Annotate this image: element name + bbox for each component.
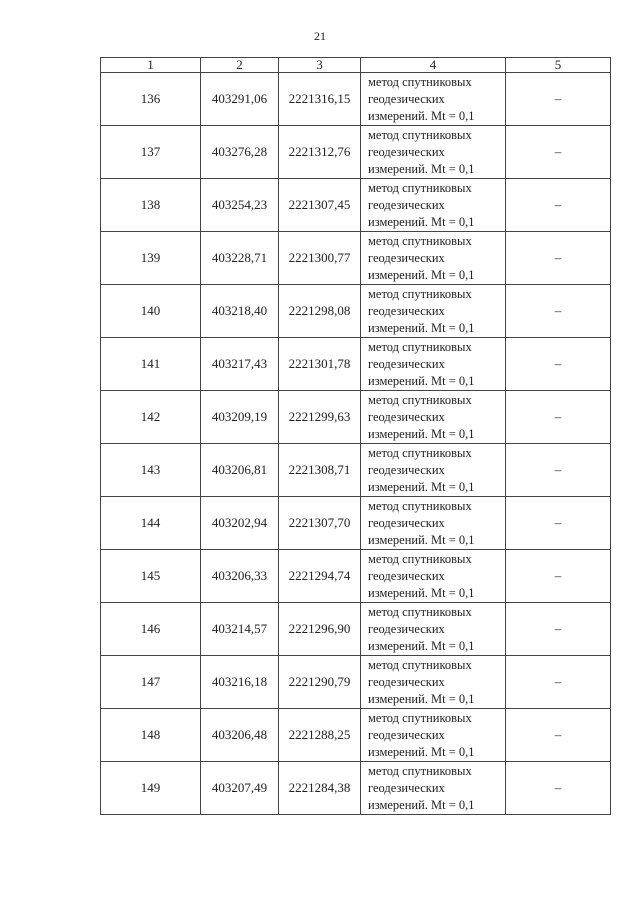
point-number: 136 xyxy=(101,73,201,126)
point-number: 138 xyxy=(101,179,201,232)
method-line: геодезических xyxy=(368,674,445,689)
table-row xyxy=(101,762,611,815)
method-description xyxy=(361,444,506,497)
coordinate-y: 2221288,25 xyxy=(279,709,361,762)
col-5-value: – xyxy=(506,285,611,338)
method-description xyxy=(361,497,506,550)
table-row xyxy=(101,126,611,179)
coordinate-y: 2221307,70 xyxy=(279,497,361,550)
method-line: геодезических xyxy=(368,144,445,159)
coordinate-y: 2221290,79 xyxy=(279,656,361,709)
coordinate-x: 403254,23 xyxy=(201,179,279,232)
table-row xyxy=(101,232,611,285)
point-number: 146 xyxy=(101,603,201,656)
method-line: геодезических xyxy=(368,91,445,106)
point-number: 139 xyxy=(101,232,201,285)
col-5-value: – xyxy=(506,73,611,126)
point-number: 137 xyxy=(101,126,201,179)
method-line: измерений. Mt = 0,1 xyxy=(368,373,475,388)
coordinate-x: 403228,71 xyxy=(201,232,279,285)
coordinates-table xyxy=(100,57,611,815)
point-number: 143 xyxy=(101,444,201,497)
method-description xyxy=(361,550,506,603)
col-5-value: – xyxy=(506,497,611,550)
method-line: геодезических xyxy=(368,568,445,583)
method-line: метод спутниковых xyxy=(368,763,472,778)
point-number: 149 xyxy=(101,762,201,815)
method-line: геодезических xyxy=(368,356,445,371)
method-description xyxy=(361,709,506,762)
table-row xyxy=(101,179,611,232)
table-row xyxy=(101,656,611,709)
method-line: метод спутниковых xyxy=(368,392,472,407)
method-description xyxy=(361,232,506,285)
table-row xyxy=(101,285,611,338)
coordinate-x: 403206,48 xyxy=(201,709,279,762)
table-row xyxy=(101,550,611,603)
method-line: метод спутниковых xyxy=(368,657,472,672)
method-description xyxy=(361,285,506,338)
method-line: геодезических xyxy=(368,303,445,318)
col-5-value: – xyxy=(506,391,611,444)
coordinate-y: 2221312,76 xyxy=(279,126,361,179)
method-line: геодезических xyxy=(368,621,445,636)
coordinate-x: 403214,57 xyxy=(201,603,279,656)
coordinate-x: 403218,40 xyxy=(201,285,279,338)
header-col-1: 1 xyxy=(101,58,201,73)
coordinate-x: 403276,28 xyxy=(201,126,279,179)
method-line: метод спутниковых xyxy=(368,445,472,460)
method-line: геодезических xyxy=(368,250,445,265)
col-5-value: – xyxy=(506,550,611,603)
method-line: метод спутниковых xyxy=(368,498,472,513)
coordinate-y: 2221307,45 xyxy=(279,179,361,232)
method-line: метод спутниковых xyxy=(368,233,472,248)
coordinate-x: 403202,94 xyxy=(201,497,279,550)
point-number: 141 xyxy=(101,338,201,391)
point-number: 145 xyxy=(101,550,201,603)
coordinate-y: 2221294,74 xyxy=(279,550,361,603)
header-col-2: 2 xyxy=(201,58,279,73)
method-line: геодезических xyxy=(368,409,445,424)
coordinate-y: 2221296,90 xyxy=(279,603,361,656)
table-row xyxy=(101,497,611,550)
page-number: 21 xyxy=(314,29,326,43)
col-5-value: – xyxy=(506,338,611,391)
method-description xyxy=(361,73,506,126)
coordinate-x: 403209,19 xyxy=(201,391,279,444)
method-line: измерений. Mt = 0,1 xyxy=(368,691,475,706)
method-description xyxy=(361,603,506,656)
coordinate-y: 2221300,77 xyxy=(279,232,361,285)
method-line: измерений. Mt = 0,1 xyxy=(368,479,475,494)
method-line: метод спутниковых xyxy=(368,74,472,89)
method-description xyxy=(361,338,506,391)
header-col-5: 5 xyxy=(506,58,611,73)
method-description xyxy=(361,391,506,444)
col-5-value: – xyxy=(506,762,611,815)
method-description xyxy=(361,179,506,232)
coordinate-x: 403206,81 xyxy=(201,444,279,497)
method-line: измерений. Mt = 0,1 xyxy=(368,797,475,812)
coordinate-y: 2221308,71 xyxy=(279,444,361,497)
method-line: метод спутниковых xyxy=(368,551,472,566)
method-description xyxy=(361,656,506,709)
coordinate-y: 2221284,38 xyxy=(279,762,361,815)
method-line: измерений. Mt = 0,1 xyxy=(368,320,475,335)
method-line: геодезических xyxy=(368,780,445,795)
coordinate-x: 403206,33 xyxy=(201,550,279,603)
coordinate-x: 403216,18 xyxy=(201,656,279,709)
table-row xyxy=(101,603,611,656)
method-line: геодезических xyxy=(368,515,445,530)
method-line: измерений. Mt = 0,1 xyxy=(368,744,475,759)
table-row xyxy=(101,709,611,762)
point-number: 144 xyxy=(101,497,201,550)
method-line: измерений. Mt = 0,1 xyxy=(368,161,475,176)
point-number: 142 xyxy=(101,391,201,444)
method-line: измерений. Mt = 0,1 xyxy=(368,638,475,653)
col-5-value: – xyxy=(506,709,611,762)
method-line: геодезических xyxy=(368,727,445,742)
method-line: измерений. Mt = 0,1 xyxy=(368,585,475,600)
coordinate-y: 2221298,08 xyxy=(279,285,361,338)
table-row xyxy=(101,73,611,126)
col-5-value: – xyxy=(506,444,611,497)
point-number: 148 xyxy=(101,709,201,762)
method-description xyxy=(361,762,506,815)
point-number: 147 xyxy=(101,656,201,709)
table-row xyxy=(101,391,611,444)
table-row xyxy=(101,338,611,391)
header-row xyxy=(101,58,611,73)
method-line: геодезических xyxy=(368,462,445,477)
method-line: метод спутниковых xyxy=(368,604,472,619)
method-line: метод спутниковых xyxy=(368,127,472,142)
coordinate-y: 2221316,15 xyxy=(279,73,361,126)
col-5-value: – xyxy=(506,656,611,709)
header-col-3: 3 xyxy=(279,58,361,73)
method-line: геодезических xyxy=(368,197,445,212)
coordinate-x: 403217,43 xyxy=(201,338,279,391)
method-line: метод спутниковых xyxy=(368,286,472,301)
method-line: измерений. Mt = 0,1 xyxy=(368,267,475,282)
method-line: измерений. Mt = 0,1 xyxy=(368,108,475,123)
coordinate-x: 403291,06 xyxy=(201,73,279,126)
col-5-value: – xyxy=(506,126,611,179)
coordinate-x: 403207,49 xyxy=(201,762,279,815)
method-line: измерений. Mt = 0,1 xyxy=(368,426,475,441)
table-row xyxy=(101,444,611,497)
col-5-value: – xyxy=(506,232,611,285)
method-line: измерений. Mt = 0,1 xyxy=(368,532,475,547)
col-5-value: – xyxy=(506,179,611,232)
header-col-4: 4 xyxy=(361,58,506,73)
method-description xyxy=(361,126,506,179)
point-number: 140 xyxy=(101,285,201,338)
coordinate-y: 2221299,63 xyxy=(279,391,361,444)
method-line: метод спутниковых xyxy=(368,710,472,725)
method-line: метод спутниковых xyxy=(368,339,472,354)
coordinate-y: 2221301,78 xyxy=(279,338,361,391)
method-line: метод спутниковых xyxy=(368,180,472,195)
col-5-value: – xyxy=(506,603,611,656)
method-line: измерений. Mt = 0,1 xyxy=(368,214,475,229)
